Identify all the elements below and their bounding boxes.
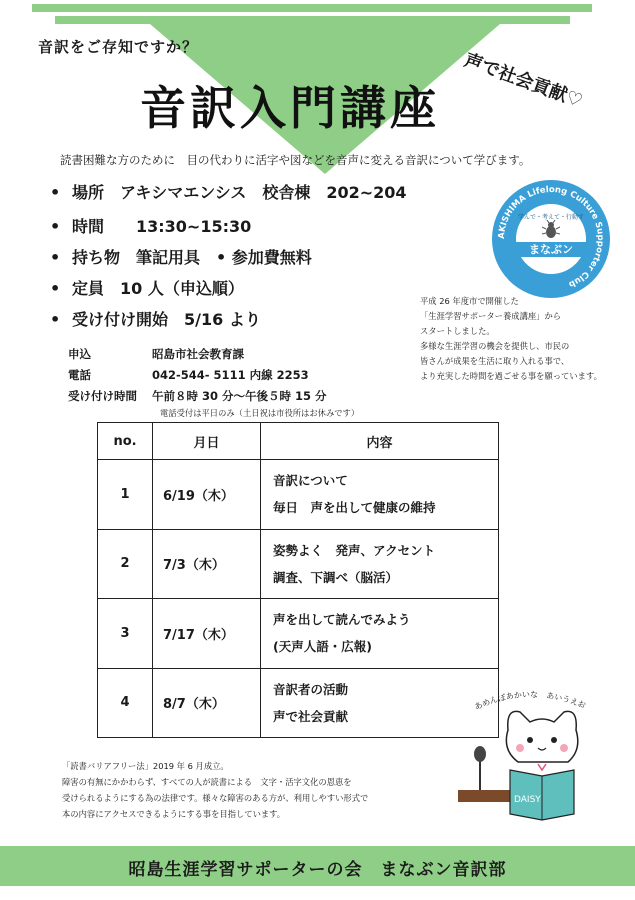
table-row: [98, 668, 499, 738]
footer-organization: 昭島生涯学習サポーターの会 まなぶン音訳部: [128, 860, 507, 880]
history-line: 皆さんが成果を生活に取り入れる事で、: [420, 356, 570, 366]
hours-label: 受け付け時間: [68, 389, 137, 403]
law-line: 「読書バリアフリー法」2019 年 6 月成立。: [62, 761, 229, 771]
row-date: 7/3（木）: [153, 529, 261, 599]
table-row: [98, 460, 499, 530]
content-line: 音訳について: [273, 473, 348, 489]
content-line: 姿勢よく 発声、アクセント: [273, 542, 436, 558]
info-start: [50, 307, 261, 330]
start-text: 受け付け開始 5/16 より: [72, 310, 261, 329]
footer-bar: [0, 846, 635, 886]
phone-row: [68, 365, 359, 386]
row-date: 8/7（木）: [153, 668, 261, 738]
bullet-icon: •: [50, 248, 61, 267]
header-no: no.: [98, 423, 153, 460]
apply-row: [68, 344, 359, 365]
row-content: [261, 529, 499, 599]
content-line: 音訳者の活動: [273, 681, 349, 697]
cat-head-icon: [506, 711, 577, 762]
book-label: DAISY: [514, 795, 541, 805]
logo-tagline: 学んで・考えて・行動す: [517, 214, 584, 221]
svg-text:AKISHIMA Lifelong Culture Supp: AKISHIMA Lifelong Culture Supporter Club: [496, 184, 606, 290]
hours-value: 午前８時 30 分〜午後５時 15 分: [152, 389, 327, 403]
content-line: 声で社会貢献: [273, 708, 349, 724]
club-logo: [492, 180, 610, 298]
info-time: [50, 214, 251, 237]
apply-value: 昭島市社会教育課: [152, 347, 244, 361]
history-line: 平成 26 年度市で開催した: [420, 296, 519, 306]
row-no: 1: [98, 460, 153, 530]
contact-info: [68, 344, 359, 419]
time-text: 時間 13:30~15:30: [72, 217, 252, 236]
logo-name: まなぶン: [516, 242, 586, 257]
bullet-icon: •: [50, 279, 61, 298]
club-history: [420, 294, 602, 384]
row-content: [261, 460, 499, 530]
phone-note: 電話受付は平日のみ（土日祝は市役所はお休みです）: [160, 408, 360, 418]
phone-value: 042-544- 5111 内線 2253: [152, 368, 309, 382]
microphone-icon: [474, 746, 486, 762]
logo-inner-circle: [516, 204, 586, 274]
table-header-row: [98, 423, 499, 460]
reading-barrier-free-law-note: [62, 758, 368, 822]
history-line: スタートしました。: [420, 326, 495, 336]
hours-row: [68, 386, 359, 407]
history-line: より充実した時間を過ごせる事を願っています。: [420, 371, 602, 381]
law-line: 本の内容にアクセスできるようにする事を目指しています。: [62, 809, 286, 819]
intro-text: 読書困難な方のために 目の代わりに活字や図などを音声に変える音訳について学びます。: [60, 153, 531, 167]
content-line: 声を出して読んでみよう: [273, 612, 411, 628]
beetle-icon: [542, 220, 560, 240]
info-venue: [50, 180, 407, 203]
content-line: 調査、下調べ（脳活）: [273, 569, 399, 585]
info-items: [50, 245, 312, 268]
history-line: 多様な生涯学習の機会を提供し、市民の: [420, 341, 570, 351]
header-date: 月日: [153, 423, 261, 460]
row-no: 2: [98, 529, 153, 599]
items-text: 持ち物 筆記用具 • 参加費無料: [72, 248, 312, 267]
row-date: 7/17（木）: [153, 599, 261, 669]
schedule-table: [97, 422, 499, 738]
subtitle: 音訳をご存知ですか？: [38, 38, 199, 56]
law-line: 受けられるようにする為の法律です。様々な障害のある方が、利用しやすい形式で: [62, 793, 369, 803]
svg-text:あめんぼあかいな あいうえお: あめんぼあかいな あいうえお: [473, 690, 587, 712]
law-line: 障害の有無にかかわらず、すべての人が読書による 文字・活字文化の恩恵を: [62, 777, 352, 787]
header-content: 内容: [261, 423, 499, 460]
row-content: [261, 599, 499, 669]
phone-label: 電話: [68, 368, 91, 382]
row-no: 4: [98, 668, 153, 738]
capacity-text: 定員 10 人（申込順）: [72, 279, 244, 298]
page-title: 音訳入門講座: [140, 81, 440, 135]
table-row: [98, 599, 499, 669]
content-line: 毎日 声を出して健康の維持: [273, 500, 436, 516]
second-green-stripe: [55, 16, 570, 24]
info-capacity: [50, 276, 244, 299]
bullet-icon: •: [50, 183, 61, 202]
row-no: 3: [98, 599, 153, 669]
top-green-stripe: [32, 4, 592, 12]
history-line: 「生涯学習サポーター養成講座」から: [420, 311, 562, 321]
venue-text: 場所 アキシマエンシス 校舎棟 202~204: [72, 183, 407, 202]
apply-label: 申込: [68, 347, 91, 361]
table-row: [98, 529, 499, 599]
slogan: 声で社会貢献♡: [461, 49, 586, 112]
row-date: 6/19（木）: [153, 460, 261, 530]
cat-reading-illustration: [458, 690, 618, 830]
content-line: (天声人語・広報): [273, 639, 372, 655]
ribbon-icon: [538, 764, 546, 770]
bullet-icon: •: [50, 310, 61, 329]
bullet-icon: •: [50, 217, 61, 236]
